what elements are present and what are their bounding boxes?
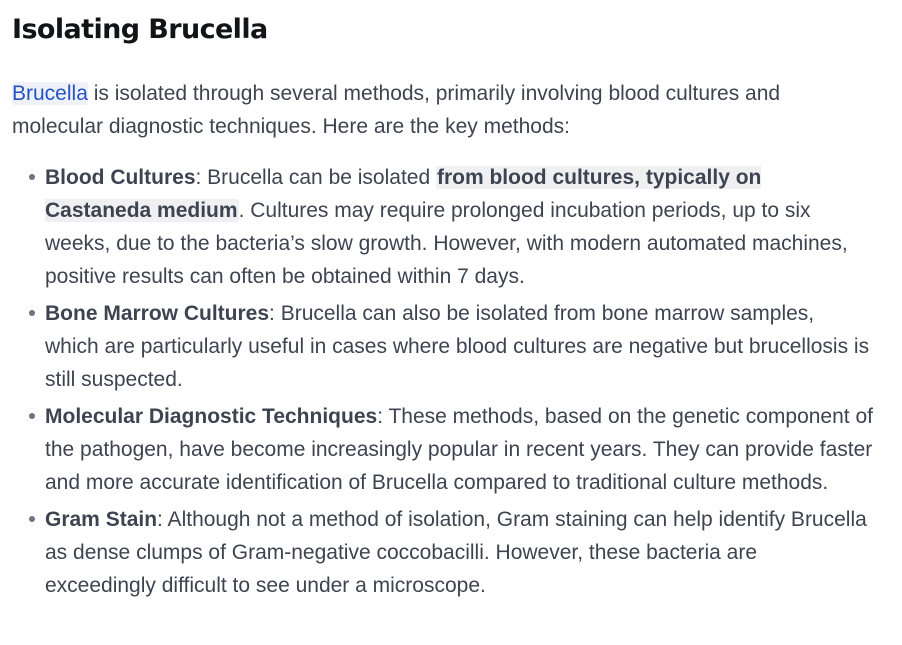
method-text: : Brucella can also be isolated from bone marrow samples, which are particularly useful in cases where blood cultures are negative but brucellosis is still suspected. bbox=[45, 302, 870, 391]
list-item-bone-marrow-cultures bbox=[45, 297, 873, 396]
bullet-icon bbox=[29, 516, 35, 522]
bullet-icon bbox=[29, 310, 35, 316]
list-item-gram-stain bbox=[45, 503, 873, 602]
method-text: : These methods, based on the genetic component of the pathogen, have become increasingly popular in recent years. They can provide faster and more accurate identification of Brucella compared to traditional culture methods. bbox=[45, 405, 873, 494]
method-term: Bone Marrow Cultures bbox=[45, 302, 270, 325]
intro-paragraph bbox=[12, 77, 872, 143]
list-item-molecular-diagnostic-techniques bbox=[45, 400, 873, 499]
methods-list bbox=[12, 161, 890, 602]
method-term: Gram Stain bbox=[45, 508, 158, 531]
highlighted-text: from blood cultures, typically on Castaneda medium bbox=[45, 166, 762, 222]
page-title: Isolating Brucella bbox=[12, 14, 268, 45]
list-item-blood-cultures bbox=[45, 161, 873, 293]
brucella-link[interactable]: Brucella bbox=[12, 82, 88, 105]
method-text: : Although not a method of isolation, Gram staining can help identify Brucella as dense clumps of Gram-negative coccobacilli. However, these bacteria are exceedingly difficult to see under a microscope. bbox=[45, 508, 867, 597]
bullet-icon bbox=[29, 174, 35, 180]
method-term: Molecular Diagnostic Techniques bbox=[45, 405, 378, 428]
intro-text: is isolated through several methods, primarily involving blood cultures and molecular diagnostic techniques. Here are the key methods: bbox=[12, 82, 781, 138]
method-text: : Brucella can be isolated bbox=[195, 166, 436, 189]
bullet-icon bbox=[29, 413, 35, 419]
method-term: Blood Cultures bbox=[45, 166, 196, 189]
method-text: . Cultures may require prolonged incubation periods, up to six weeks, due to the bacteria’s slow growth. However, with modern automated machines, positive results can often be obtained within 7 days. bbox=[45, 199, 848, 288]
